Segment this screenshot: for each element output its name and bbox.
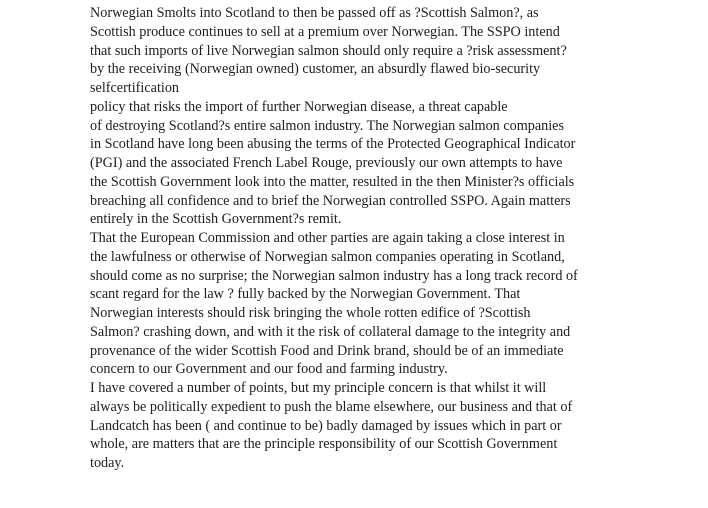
text-line: the Scottish Government look into the matter, resulted in the then Minister?s officials [90, 173, 575, 190]
text-line: concern to our Government and our food and farming industry. [90, 361, 448, 378]
text-line: of destroying Scotland?s entire salmon industry. The Norwegian salmon companies [90, 117, 564, 134]
text-line: Salmon? crashing down, and with it the risk of collateral damage to the integrity and [90, 323, 571, 340]
text-line: I have covered a number of points, but my principle concern is that whilst it will [90, 380, 547, 396]
text-line: that such imports of live Norwegian salmon should only require a ?risk assessment? [90, 42, 567, 59]
text-line: today. [90, 455, 125, 471]
text-line: (PGI) and the associated French Label Rouge, previously our own attempts to have [90, 155, 563, 171]
text-line: Norwegian interests should risk bringing the whole rotten edifice of ?Scottish [90, 305, 531, 321]
text-line: the lawfulness or otherwise of Norwegian salmon companies operating in Scotland, [90, 248, 565, 265]
document-text [90, 4, 680, 473]
text-line: scant regard for the law ? fully backed by the Norwegian Government. That [90, 286, 521, 303]
text-line: provenance of the wider Scottish Food and Drink brand, should be of an immediate [90, 342, 564, 359]
text-line: Landcatch has been ( and continue to be) badly damaged by issues which in part or [90, 417, 562, 434]
text-line: whole, are matters that are the principle responsibility of our Scottish Government [90, 436, 558, 453]
text-line: policy that risks the import of further Norwegian disease, a threat capable [90, 98, 508, 115]
text-line: breaching all confidence and to brief the Norwegian controlled SSPO. Again matters [90, 192, 571, 209]
text-line: Scottish produce continues to sell at a premium over Norwegian. The SSPO intend [90, 23, 560, 40]
text-line: That the European Commission and other parties are again taking a close interest in [90, 230, 565, 246]
text-line: in Scotland have long been abusing the terms of the Protected Geographical Indicator [90, 136, 576, 153]
text-line: selfcertification [90, 80, 180, 96]
text-line: entirely in the Scottish Government?s remit. [90, 211, 342, 228]
text-line: always be politically expedient to push the blame elsewhere, our business and that of [90, 398, 573, 415]
text-line: by the receiving (Norwegian owned) customer, an absurdly flawed bio-security [90, 61, 541, 78]
text-line: Norwegian Smolts into Scotland to then be passed off as ?Scottish Salmon?, as [90, 5, 539, 21]
text-line: should come as no surprise; the Norwegian salmon industry has a long track record of [90, 267, 578, 284]
